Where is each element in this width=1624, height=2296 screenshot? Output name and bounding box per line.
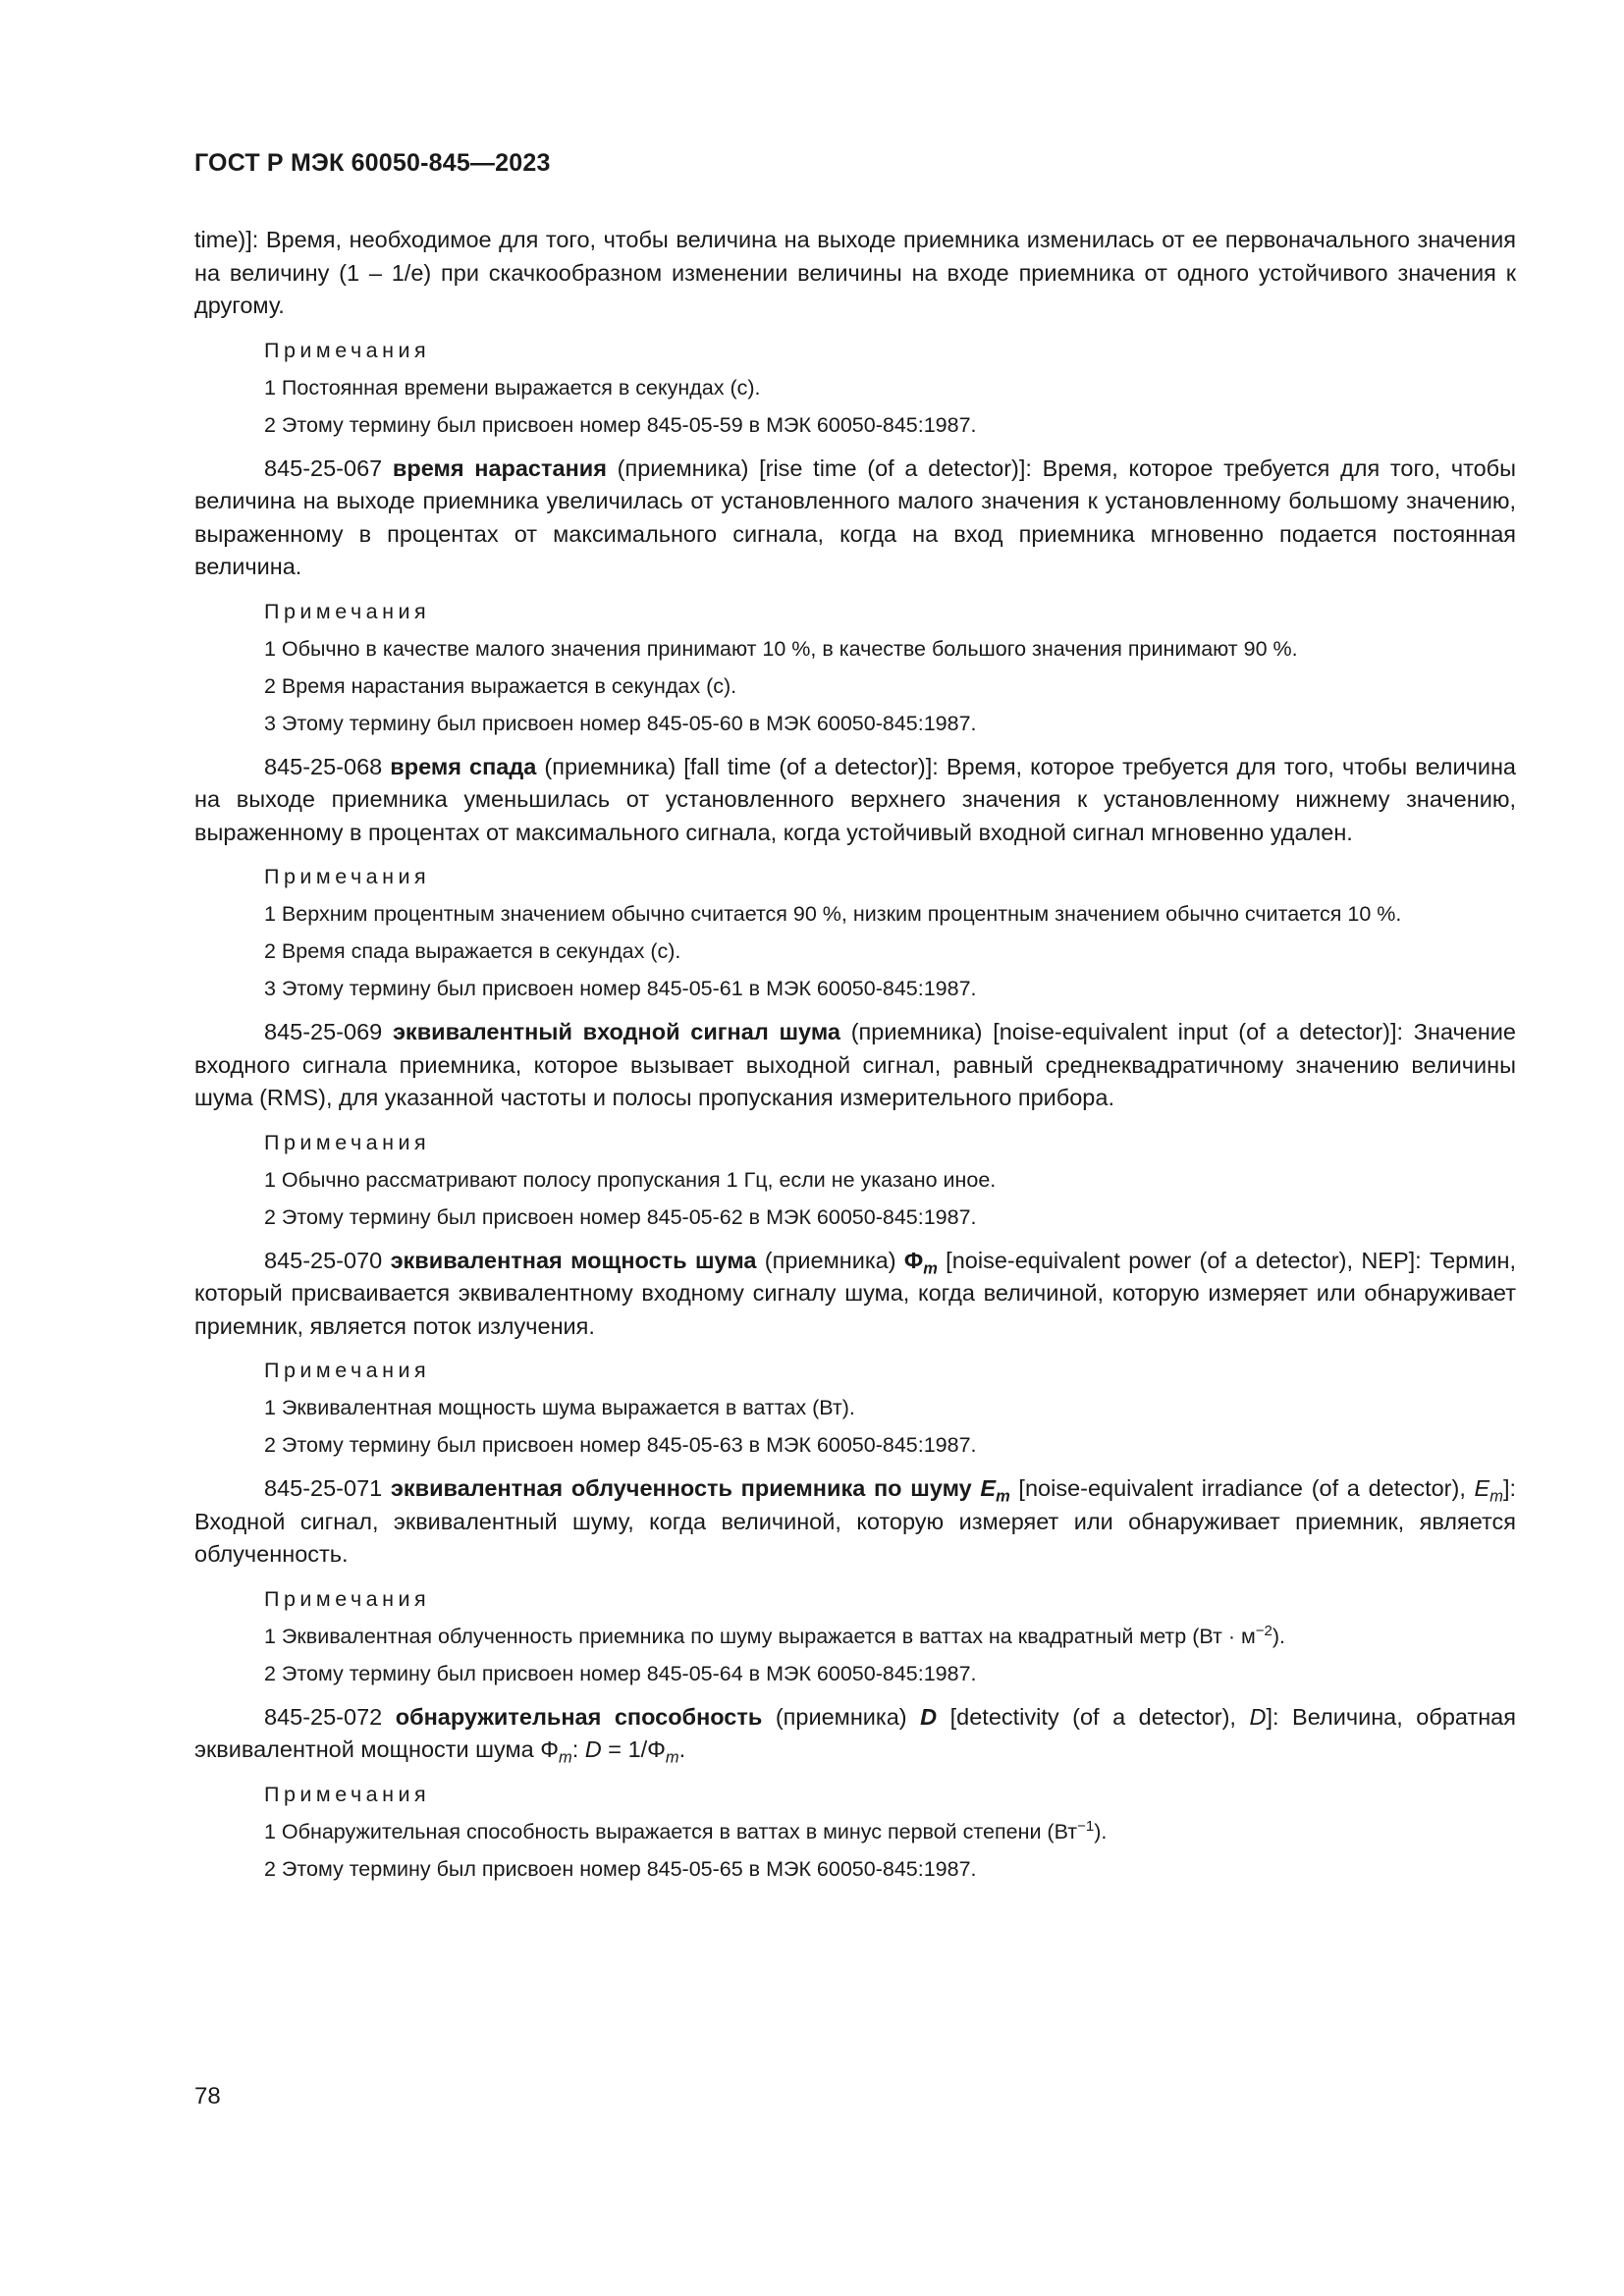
notes-title: Примечания	[264, 1782, 431, 1806]
notes-block	[194, 1355, 1516, 1461]
inline-symbol-sub: m	[1489, 1487, 1503, 1506]
page-content	[194, 224, 1516, 1896]
entry-definition: (приемника)	[756, 1247, 904, 1273]
term-name: эквивалентная мощность шума	[390, 1247, 757, 1273]
term-entry-071	[194, 1472, 1516, 1572]
note-superscript: −1	[1077, 1817, 1095, 1835]
note: 3 Этому термину был присвоен номер 845-05-60 в МЭК 60050-845:1987.	[264, 711, 977, 735]
entry-number: 845-25-068	[264, 753, 383, 779]
notes-block	[194, 1779, 1516, 1885]
entry-number: 845-25-071	[264, 1475, 383, 1501]
inline-symbol-main: E	[1474, 1475, 1490, 1501]
entry-definition: [noise-equivalent power (of a detector), NEP]: Термин, который присваивается эквивалентному входному сигналу шума, когда величиной, которую измеряет или обнаруживает приемник, является поток излучения.	[194, 1247, 1516, 1339]
note: 1 Постоянная времени выражается в секундах (с).	[264, 375, 761, 400]
note: 2 Время нарастания выражается в секундах (с).	[264, 673, 737, 698]
notes-title: Примечания	[264, 599, 431, 623]
symbol-main: E	[980, 1475, 997, 1501]
entry-number: 845-25-070	[264, 1247, 383, 1273]
formula-sub: m	[665, 1748, 679, 1767]
note-text-end: ).	[1272, 1624, 1286, 1648]
notes-block	[194, 1583, 1516, 1689]
formula-eq: = 1/Φ	[601, 1736, 666, 1762]
note: 1 Эквивалентная мощность шума выражается в ваттах (Вт).	[264, 1396, 855, 1419]
term-entry-068	[194, 751, 1516, 850]
entry-definition: (приемника) [noise-equivalent input (of a detector)]: Значение входного сигнала приемника, которое вызывает выходной сигнал, равный среднеквадратичному значению величины шума (RMS), для указанной частоты и полосы пропускания измерительного прибора.	[194, 1019, 1516, 1110]
entry-definition: (приемника) [rise time (of a detector)]: Время, которое требуется для того, чтобы величина на выходе приемника увеличилась от установленного малого значения к установленному большому значению, выраженному в процентах от максимального сигнала, когда на вход приемника мгновенно подается постоянная величина.	[194, 454, 1516, 579]
term-entry-069	[194, 1016, 1516, 1115]
term-name: время спада	[390, 753, 537, 779]
note: 1 Обычно рассматривают полосу пропускания 1 Гц, если не указано иное.	[264, 1167, 997, 1192]
entry-definition: (приемника)	[762, 1703, 921, 1730]
note-superscript: −2	[1255, 1622, 1272, 1639]
inline-symbol	[1474, 1475, 1503, 1506]
formula-end: .	[678, 1736, 686, 1762]
note-text: 1 Эквивалентная облученность приемника по шуму выражается в ваттах на квадратный метр (Вт · м	[264, 1624, 1256, 1648]
entry-number: 845-25-069	[264, 1019, 383, 1044]
note: 2 Этому термину был присвоен номер 845-05-59 в МЭК 60050-845:1987.	[264, 412, 977, 437]
entry-number: 845-25-072	[264, 1703, 383, 1730]
note: 1 Верхним процентным значением обычно считается 90 %, низким процентным значением обычно считается 10 %.	[264, 902, 1402, 926]
term-entry-070	[194, 1245, 1516, 1344]
entry-definition: ]: Величина, обратная эквивалентной мощности шума Φ	[194, 1703, 1516, 1762]
note: 2 Этому термину был присвоен номер 845-05-64 в МЭК 60050-845:1987.	[264, 1661, 977, 1685]
notes-title: Примечания	[264, 1130, 431, 1154]
notes-title: Примечания	[264, 865, 431, 888]
symbol-sub: m	[996, 1487, 1010, 1506]
continuation-paragraph: time)]: Время, необходимое для того, чтобы величина на выходе приемника изменилась от ее первоначального значения на величину (1 – 1/e) при скачкообразном изменении величины на входе приемника от одного устойчивого значения к другому.	[194, 227, 1516, 318]
entry-definition: [noise-equivalent irradiance (of a detector),	[1009, 1475, 1475, 1501]
notes-title: Примечания	[264, 1359, 431, 1382]
inline-symbol: D	[1249, 1703, 1267, 1730]
notes-title: Примечания	[264, 1586, 431, 1611]
term-name: время нарастания	[392, 454, 607, 481]
term-symbol	[980, 1475, 1010, 1506]
term-symbol	[903, 1247, 938, 1278]
note	[194, 1621, 1516, 1652]
symbol-main: Φ	[903, 1247, 924, 1273]
note	[194, 1816, 1516, 1847]
term-entry-067	[194, 453, 1516, 584]
formula-sub: m	[559, 1748, 572, 1767]
notes-block	[194, 1127, 1516, 1233]
notes-block	[194, 861, 1516, 1004]
note-text: 1 Обнаружительная способность выражается в ваттах в минус первой степени (Вт	[264, 1819, 1078, 1843]
note: 2 Этому термину был присвоен номер 845-05-62 в МЭК 60050-845:1987.	[264, 1204, 977, 1229]
notes-block	[194, 596, 1516, 739]
symbol-sub: m	[923, 1259, 938, 1278]
note: 2 Время спада выражается в секундах (с).	[264, 939, 681, 963]
note: 1 Обычно в качестве малого значения принимают 10 %, в качестве большого значения принимают 90 %.	[264, 636, 1298, 661]
entry-definition: [detectivity (of a detector),	[937, 1703, 1250, 1730]
formula-symbol: D	[584, 1736, 602, 1762]
entry-definition: (приемника) [fall time (of a detector)]: Время, которое требуется для того, чтобы величина на выходе приемника уменьшилась от установленного верхнего значения к установленному нижнему значению, выраженному в процентах от максимального сигнала, когда устойчивый входной сигнал мгновенно удален.	[194, 753, 1516, 845]
note: 2 Этому термину был присвоен номер 845-05-63 в МЭК 60050-845:1987.	[264, 1433, 977, 1457]
notes-title: Примечания	[264, 338, 431, 362]
term-name: обнаружительная способность	[395, 1703, 763, 1730]
document-header: ГОСТ Р МЭК 60050-845—2023	[194, 149, 551, 177]
entry-number: 845-25-067	[264, 454, 383, 481]
formula-mid: :	[571, 1736, 585, 1762]
term-entry-072	[194, 1701, 1516, 1767]
term-symbol: D	[920, 1703, 938, 1730]
term-name: эквивалентный входной сигнал шума	[392, 1019, 840, 1044]
notes-block	[194, 335, 1516, 441]
note: 3 Этому термину был присвоен номер 845-05-61 в МЭК 60050-845:1987.	[264, 977, 977, 1000]
note-text-end: ).	[1094, 1819, 1108, 1843]
term-name: эквивалентная облученность приемника по шуму	[390, 1475, 972, 1501]
entry-definition: ]: Входной сигнал, эквивалентный шуму, когда величиной, которую измеряет или обнаруживает приемник, является облученность.	[194, 1475, 1516, 1567]
note: 2 Этому термину был присвоен номер 845-05-65 в МЭК 60050-845:1987.	[264, 1856, 977, 1881]
page-number: 78	[194, 2083, 221, 2109]
